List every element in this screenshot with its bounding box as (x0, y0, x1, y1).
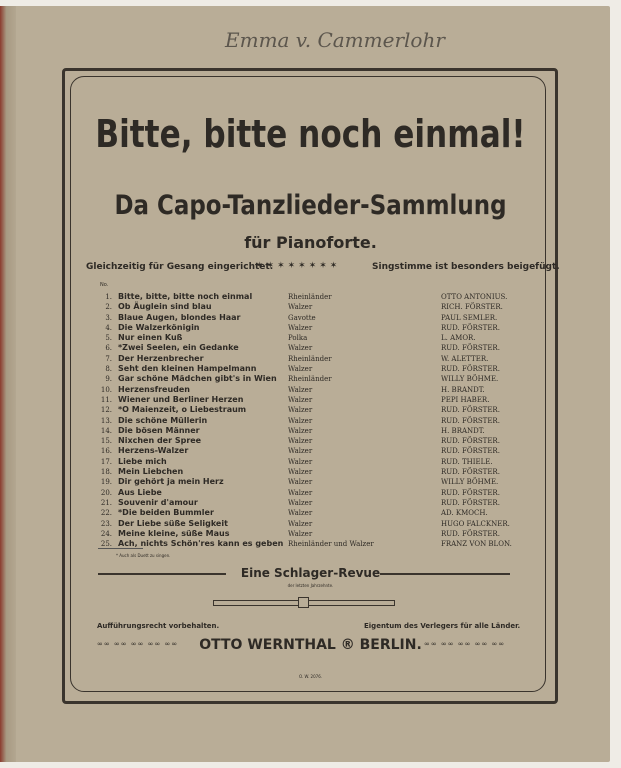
song-number: 12. (100, 406, 112, 415)
song-title: *Die beiden Bummler (118, 508, 214, 518)
song-composer: AD. KMOCH. (441, 509, 488, 518)
song-genre: Walzer (288, 406, 313, 415)
song-genre: Walzer (288, 385, 313, 394)
song-title: Die bösen Männer (118, 425, 200, 435)
rights-left: Aufführungsrecht vorbehalten. (97, 622, 220, 630)
footnote-rule (98, 548, 143, 549)
song-row (98, 488, 518, 498)
song-genre: Walzer (288, 365, 313, 374)
song-title: Aus Liebe (118, 487, 162, 497)
song-composer: WILLY BÖHME. (441, 375, 499, 384)
song-composer: RUD. FÖRSTER. (441, 365, 500, 374)
song-composer: RUD. FÖRSTER. (441, 406, 500, 415)
song-genre: Gavotte (288, 313, 316, 322)
song-number: 13. (100, 416, 112, 425)
song-row (98, 405, 518, 415)
song-row (98, 436, 518, 446)
song-genre: Walzer (288, 395, 313, 404)
song-title: Wiener und Berliner Herzen (118, 394, 244, 404)
song-number: 8. (105, 365, 112, 374)
song-title: *Zwei Seelen, ein Gedanke (118, 343, 239, 353)
song-row (98, 313, 518, 323)
song-title: Nixchen der Spree (118, 436, 202, 446)
song-title: Die Walzerkönigin (118, 322, 200, 332)
song-title: Nur einen Kuß (118, 333, 183, 343)
song-genre: Walzer (288, 437, 313, 446)
song-genre: Walzer (288, 447, 313, 456)
rule-right (380, 573, 510, 575)
song-row (98, 374, 518, 384)
song-row (98, 323, 518, 333)
song-row (98, 416, 518, 426)
song-composer: RUD. FÖRSTER. (441, 529, 500, 538)
instrument: für Pianoforte. (244, 233, 377, 252)
song-composer: L. AMOR. (441, 334, 476, 343)
song-title: Bitte, bitte, bitte noch einmal (118, 292, 253, 301)
song-row (98, 302, 518, 312)
decoration-right: ∞∞ ∞∞ ∞∞ ∞∞ ∞∞ (424, 640, 506, 648)
song-title: Herzensfreuden (118, 384, 190, 394)
song-row (98, 333, 518, 343)
footnote: * Auch als Duett zu singen. (116, 553, 171, 558)
song-composer: WILLY BÖHME. (441, 478, 499, 487)
song-composer: H. BRANDT. (441, 426, 485, 435)
song-genre: Walzer (288, 303, 313, 312)
song-number: 17. (100, 457, 112, 466)
song-genre: Walzer (288, 478, 313, 487)
song-number: 3. (105, 313, 112, 322)
revue-subtitle: der letzten Jahrzehnte. (287, 583, 334, 588)
song-title: Die schöne Müllerin (118, 415, 208, 425)
song-composer: RICH. FÖRSTER. (441, 303, 503, 312)
song-title: Gar schöne Mädchen gibt's in Wien (118, 374, 277, 384)
revue-title: Eine Schlager-Revue (240, 566, 381, 580)
song-composer: PAUL SEMLER. (441, 313, 498, 322)
song-composer: RUD. FÖRSTER. (441, 323, 500, 332)
handwritten-signature: Emma v. Cammerlohr (225, 28, 445, 52)
song-number: 4. (105, 323, 112, 332)
song-number: 23. (100, 519, 112, 528)
song-row (98, 446, 518, 456)
song-number: 15. (100, 437, 112, 446)
song-row (98, 354, 518, 364)
rights-right: Eigentum des Verlegers für alle Länder. (364, 622, 521, 630)
song-row (98, 395, 518, 405)
song-number: 7. (105, 354, 112, 363)
song-genre: Walzer (288, 416, 313, 425)
song-number: 19. (100, 478, 112, 487)
song-title: Herzens-Walzer (118, 446, 189, 456)
song-title: Meine kleine, süße Maus (118, 528, 230, 538)
song-number: 1. (105, 293, 112, 301)
song-title: Der Liebe süße Seligkeit (118, 518, 228, 528)
song-genre: Walzer (288, 498, 313, 507)
song-row (98, 292, 518, 302)
song-title: Mein Liebchen (118, 467, 184, 477)
song-genre: Walzer (288, 468, 313, 477)
song-title: Liebe mich (118, 456, 167, 466)
song-row (98, 364, 518, 374)
song-title: *O Maienzeit, o Liebestraum (118, 405, 247, 415)
song-genre: Rheinländer (288, 375, 332, 384)
song-genre: Walzer (288, 323, 313, 332)
song-title: Der Herzenbrecher (118, 353, 204, 363)
song-title: Ob Äuglein sind blau (118, 302, 212, 312)
song-number: 9. (105, 375, 112, 384)
song-number: 2. (105, 303, 112, 312)
song-genre: Walzer (288, 426, 313, 435)
song-composer: OTTO ANTONIUS. (441, 293, 508, 301)
no-label: No. (100, 282, 109, 288)
song-number: 5. (105, 334, 112, 343)
note-left: Gleichzeitig für Gesang eingerichtet. (86, 262, 274, 272)
song-genre: Rheinländer und Walzer (288, 540, 374, 549)
song-number: 6. (105, 344, 112, 353)
song-composer: PEPI HABER. (441, 395, 490, 404)
song-row (98, 529, 518, 539)
song-row (98, 477, 518, 487)
song-genre: Walzer (288, 344, 313, 353)
song-composer: W. ALETTER. (441, 354, 489, 363)
song-composer: RUD. FÖRSTER. (441, 498, 500, 507)
song-genre: Walzer (288, 529, 313, 538)
song-title: Souvenir d'amour (118, 497, 198, 507)
song-number: 24. (100, 529, 112, 538)
plate-number: O. W. 2076. (298, 674, 323, 679)
song-number: 25. (100, 540, 112, 549)
song-number: 21. (100, 498, 112, 507)
song-genre: Rheinländer (288, 293, 332, 301)
song-number: 14. (100, 426, 112, 435)
song-title: Blaue Augen, blondes Haar (118, 312, 241, 322)
song-title: Ach, nichts Schön'res kann es geben (118, 539, 284, 549)
song-list (98, 292, 518, 549)
song-row (98, 519, 518, 529)
subtitle: Da Capo-Tanzlieder-Sammlung (114, 190, 507, 221)
song-number: 10. (100, 385, 112, 394)
song-composer: RUD. THIELE. (441, 457, 493, 466)
song-row (98, 343, 518, 353)
song-genre: Rheinländer (288, 354, 332, 363)
song-composer: H. BRANDT. (441, 385, 485, 394)
song-row (98, 539, 518, 549)
song-row (98, 426, 518, 436)
song-number: 18. (100, 468, 112, 477)
song-row (98, 385, 518, 395)
song-number: 20. (100, 488, 112, 497)
song-number: 11. (100, 395, 112, 404)
song-genre: Walzer (288, 457, 313, 466)
song-row (98, 508, 518, 518)
song-composer: RUD. FÖRSTER. (441, 468, 500, 477)
main-title: Bitte, bitte noch einmal! (95, 112, 526, 156)
song-title: Dir gehört ja mein Herz (118, 477, 224, 487)
song-number: 16. (100, 447, 112, 456)
song-composer: RUD. FÖRSTER. (441, 344, 500, 353)
song-genre: Walzer (288, 519, 313, 528)
song-composer: RUD. FÖRSTER. (441, 488, 500, 497)
song-number: 22. (100, 509, 112, 518)
song-row (98, 457, 518, 467)
song-composer: HUGO FALCKNER. (441, 519, 510, 528)
song-title: Seht den kleinen Hampelmann (118, 364, 257, 374)
song-composer: RUD. FÖRSTER. (441, 437, 500, 446)
song-row (98, 467, 518, 477)
song-composer: FRANZ VON BLON. (441, 540, 512, 549)
note-right: Singstimme ist besonders beigefügt. (372, 262, 560, 272)
song-composer: RUD. FÖRSTER. (441, 416, 500, 425)
song-genre: Walzer (288, 488, 313, 497)
decoration-left: ∞∞ ∞∞ ∞∞ ∞∞ ∞∞ (97, 640, 179, 648)
song-genre: Polka (288, 334, 308, 343)
song-row (98, 498, 518, 508)
song-composer: RUD. FÖRSTER. (441, 447, 500, 456)
publisher: OTTO WERNTHAL ® BERLIN. (199, 637, 422, 653)
star-ornament: ✶✶✶✶✶✶✶✶ (256, 261, 341, 271)
song-genre: Walzer (288, 509, 313, 518)
ornament-center (298, 597, 309, 608)
